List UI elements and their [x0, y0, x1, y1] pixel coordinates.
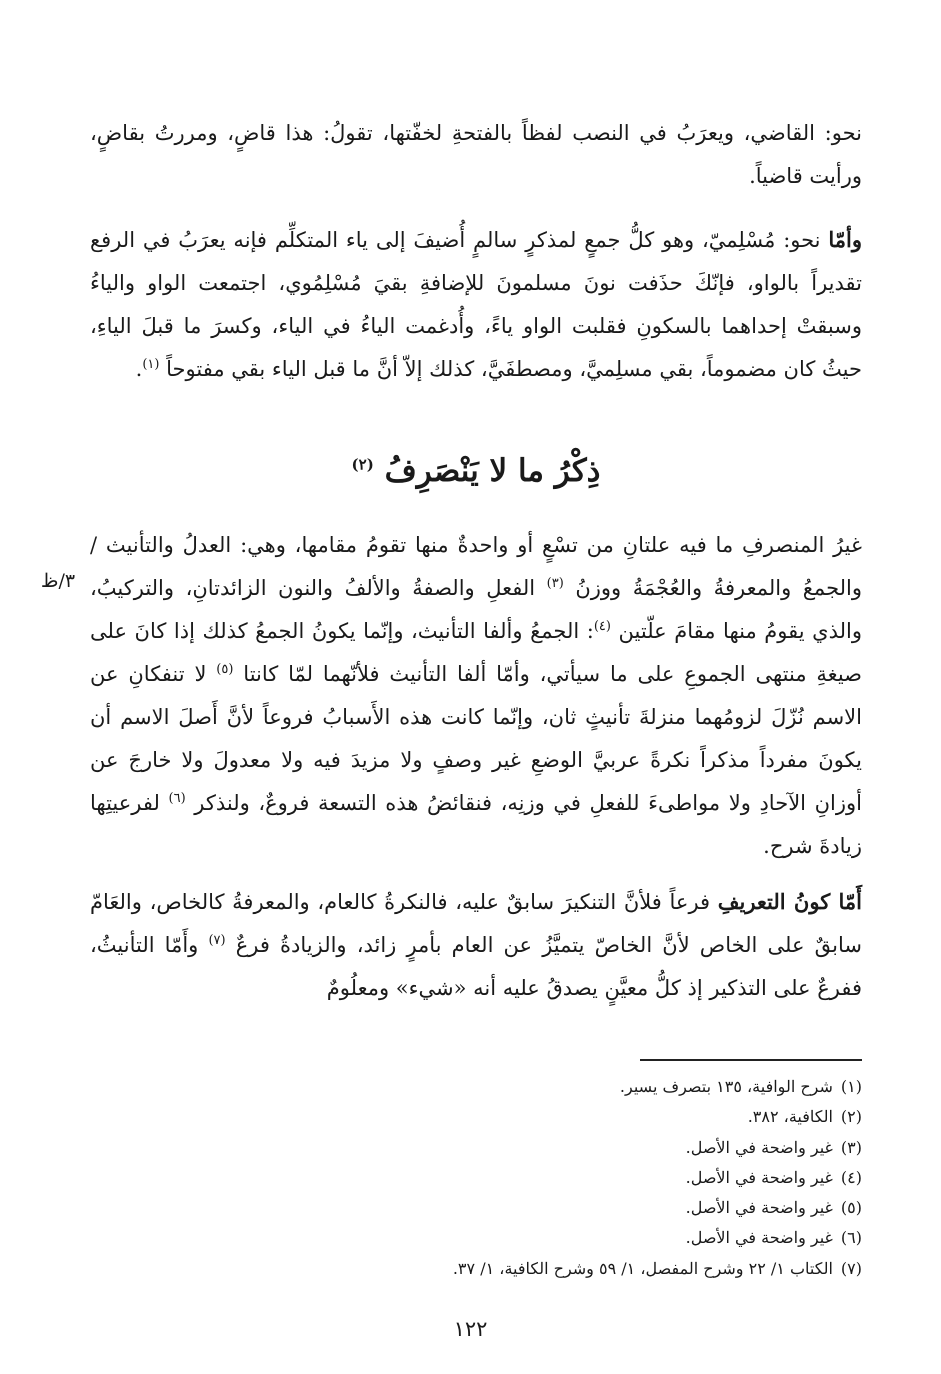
paragraph-2-lead: وأمّا — [828, 227, 862, 252]
paragraph-3 — [90, 524, 862, 868]
footnote-item — [300, 1133, 862, 1163]
footnote-number: (٦) — [840, 1228, 862, 1248]
footnote-item — [300, 1223, 862, 1253]
footnote-number: (٤) — [840, 1167, 862, 1187]
footnote-separator — [640, 1059, 862, 1061]
footnote-item — [300, 1254, 862, 1284]
paragraph-2-text: نحو: مُسْلِميّ، وهو كلُّ جمعٍ لمذكرٍ سالمٍ أُضيفَ إلى ياء المتكلِّم فإنه يعرَبُ في الرفع تقديراً بالواو، فإنّكَ حذَفت نونَ مسلمونَ للإضافةِ بقيَ مُسْلِمُوي، اجتمعت الواو والياءُ وسبقتْ إحداهما بالسكونِ فقلبت الواو ياءً، وأُدغمت الياءُ في الياء، وكسرَ ما قبلَ الياءِ، حيثُ كان مضموماً، بقي مسلِميَّ، ومصطفَيَّ، كذلك إلاّ أنَّ ما قبل الياء بقي مفتوحاً — [90, 228, 862, 381]
paragraph-3-text-b: الفعلِ والصفةُ والألفُ والنون الزائدتانِ، والتركيبُ، والذي يقومُ منها مقامَ علّتين — [90, 576, 862, 643]
paragraph-4-text-b: وأَمّا التأنيثُ، ففرعٌ على التذكير إذ كلُّ معيَّنٍ يصدقُ عليه أنه «شيء» ومعلُومٌ — [90, 933, 862, 1000]
paragraph-4-lead: أَمّا كونُ التعريفِ — [717, 889, 862, 914]
paragraph-3-text-e: لفرعيتِها زيادةَ شرح. — [90, 791, 862, 858]
footnote-ref-5: (٥) — [216, 662, 234, 677]
footnote-text: شرح الوافية، ١٣٥ بتصرف يسير. — [619, 1077, 833, 1096]
footnote-text: غير واضحة في الأصل. — [685, 1167, 833, 1187]
footnotes-list — [300, 1072, 862, 1284]
footnote-ref-6: (٦) — [168, 791, 186, 806]
section-heading-text: ذِكْرُ ما لا يَنْصَرِفُ — [384, 453, 601, 489]
footnote-number: (٢) — [840, 1107, 862, 1127]
paragraph-4 — [90, 880, 862, 1010]
paragraph-3-text-a: غيرُ المنصرفِ ما فيه علتانِ من تسْعٍ أو واحدةٌ منها تقومُ مقامها، وهي: العدلُ والتأنيث / والجمعُ والمعرفةُ والعُجْمَةُ ووزنُ — [90, 533, 862, 600]
footnote-ref-3: (٣) — [546, 576, 564, 591]
footnote-text: غير واضحة في الأصل. — [685, 1198, 833, 1218]
paragraph-1-text: نحو: القاضي، ويعرَبُ في النصب لفظاً بالفتحةِ لخفّتها، تقولُ: هذا قاضٍ، ومررتُ بقاضٍ، ورأيت قاضياً. — [90, 121, 862, 188]
paragraph-2 — [90, 218, 862, 391]
footnote-number: (٧) — [840, 1258, 862, 1278]
footnote-number: (٣) — [840, 1137, 862, 1157]
footnote-text: غير واضحة في الأصل. — [685, 1228, 833, 1248]
footnote-item — [300, 1163, 862, 1193]
footnote-text: الكتاب ١/ ٢٢ وشرح المفصل، ١/ ٥٩ وشرح الكافية، ١/ ٣٧. — [452, 1258, 833, 1278]
footnote-ref-2: (٢) — [351, 455, 374, 474]
page-number: ١٢٢ — [453, 1317, 488, 1341]
manuscript-folio-marker: ٣/ظ — [40, 570, 76, 592]
paragraph-2-end: . — [135, 357, 143, 381]
footnote-ref-1: (١) — [142, 357, 160, 372]
footnote-text: غير واضحة في الأصل. — [685, 1137, 833, 1157]
footnote-item — [300, 1193, 862, 1223]
paragraph-3-text-c: : الجمعُ وألفا التأنيث، وإنّما يكونُ الجمعُ كذلك إذا كانَ على صيغةِ منتهى الجموعِ على ما سيأتي، وأمّا ألفا التأنيث فلأنّهما لمّا كانتا — [90, 619, 862, 686]
footnote-number: (١) — [840, 1077, 862, 1096]
footnote-number: (٥) — [840, 1198, 862, 1218]
section-heading — [90, 446, 862, 496]
paragraph-4-text-a: فرعاً فلأنَّ التنكيرَ سابقٌ عليه، فالنكرةُ كالعام، والمعرفةُ كالخاص، والعَامّ سابقٌ على الخاص لأنَّ الخاصّ يتميَّزُ عن العام بأمرٍ زائد، والزيادةُ فرعٌ — [90, 890, 862, 957]
footnote-ref-4: (٤) — [593, 619, 611, 634]
footnote-text: الكافية، ٣٨٢. — [747, 1107, 833, 1127]
paragraph-3-text-d: لا تنفكانِ عن الاسم نُزّلَ لزومُهما منزلةَ تأنيثٍ ثان، وإنّما كانت هذه الأَسبابُ فروعاً لأنَّ أَصلَ الاسم أن يكونَ مفرداً مذكراً نكرةً عربيَّ الوضعِ غير وصفٍ ولا مزيدَ فيه ولا معدولَ ولا خارجَ عن أوزانِ الآحادِ ولا مواطىءَ للفعلِ في وزنِه، فنقائضُ هذه التسعة فروعٌ، ولنذكر — [90, 662, 862, 815]
footnote-ref-7: (٧) — [208, 933, 226, 948]
footnote-item — [300, 1072, 862, 1102]
footnote-item — [300, 1102, 862, 1132]
paragraph-1 — [90, 112, 862, 198]
